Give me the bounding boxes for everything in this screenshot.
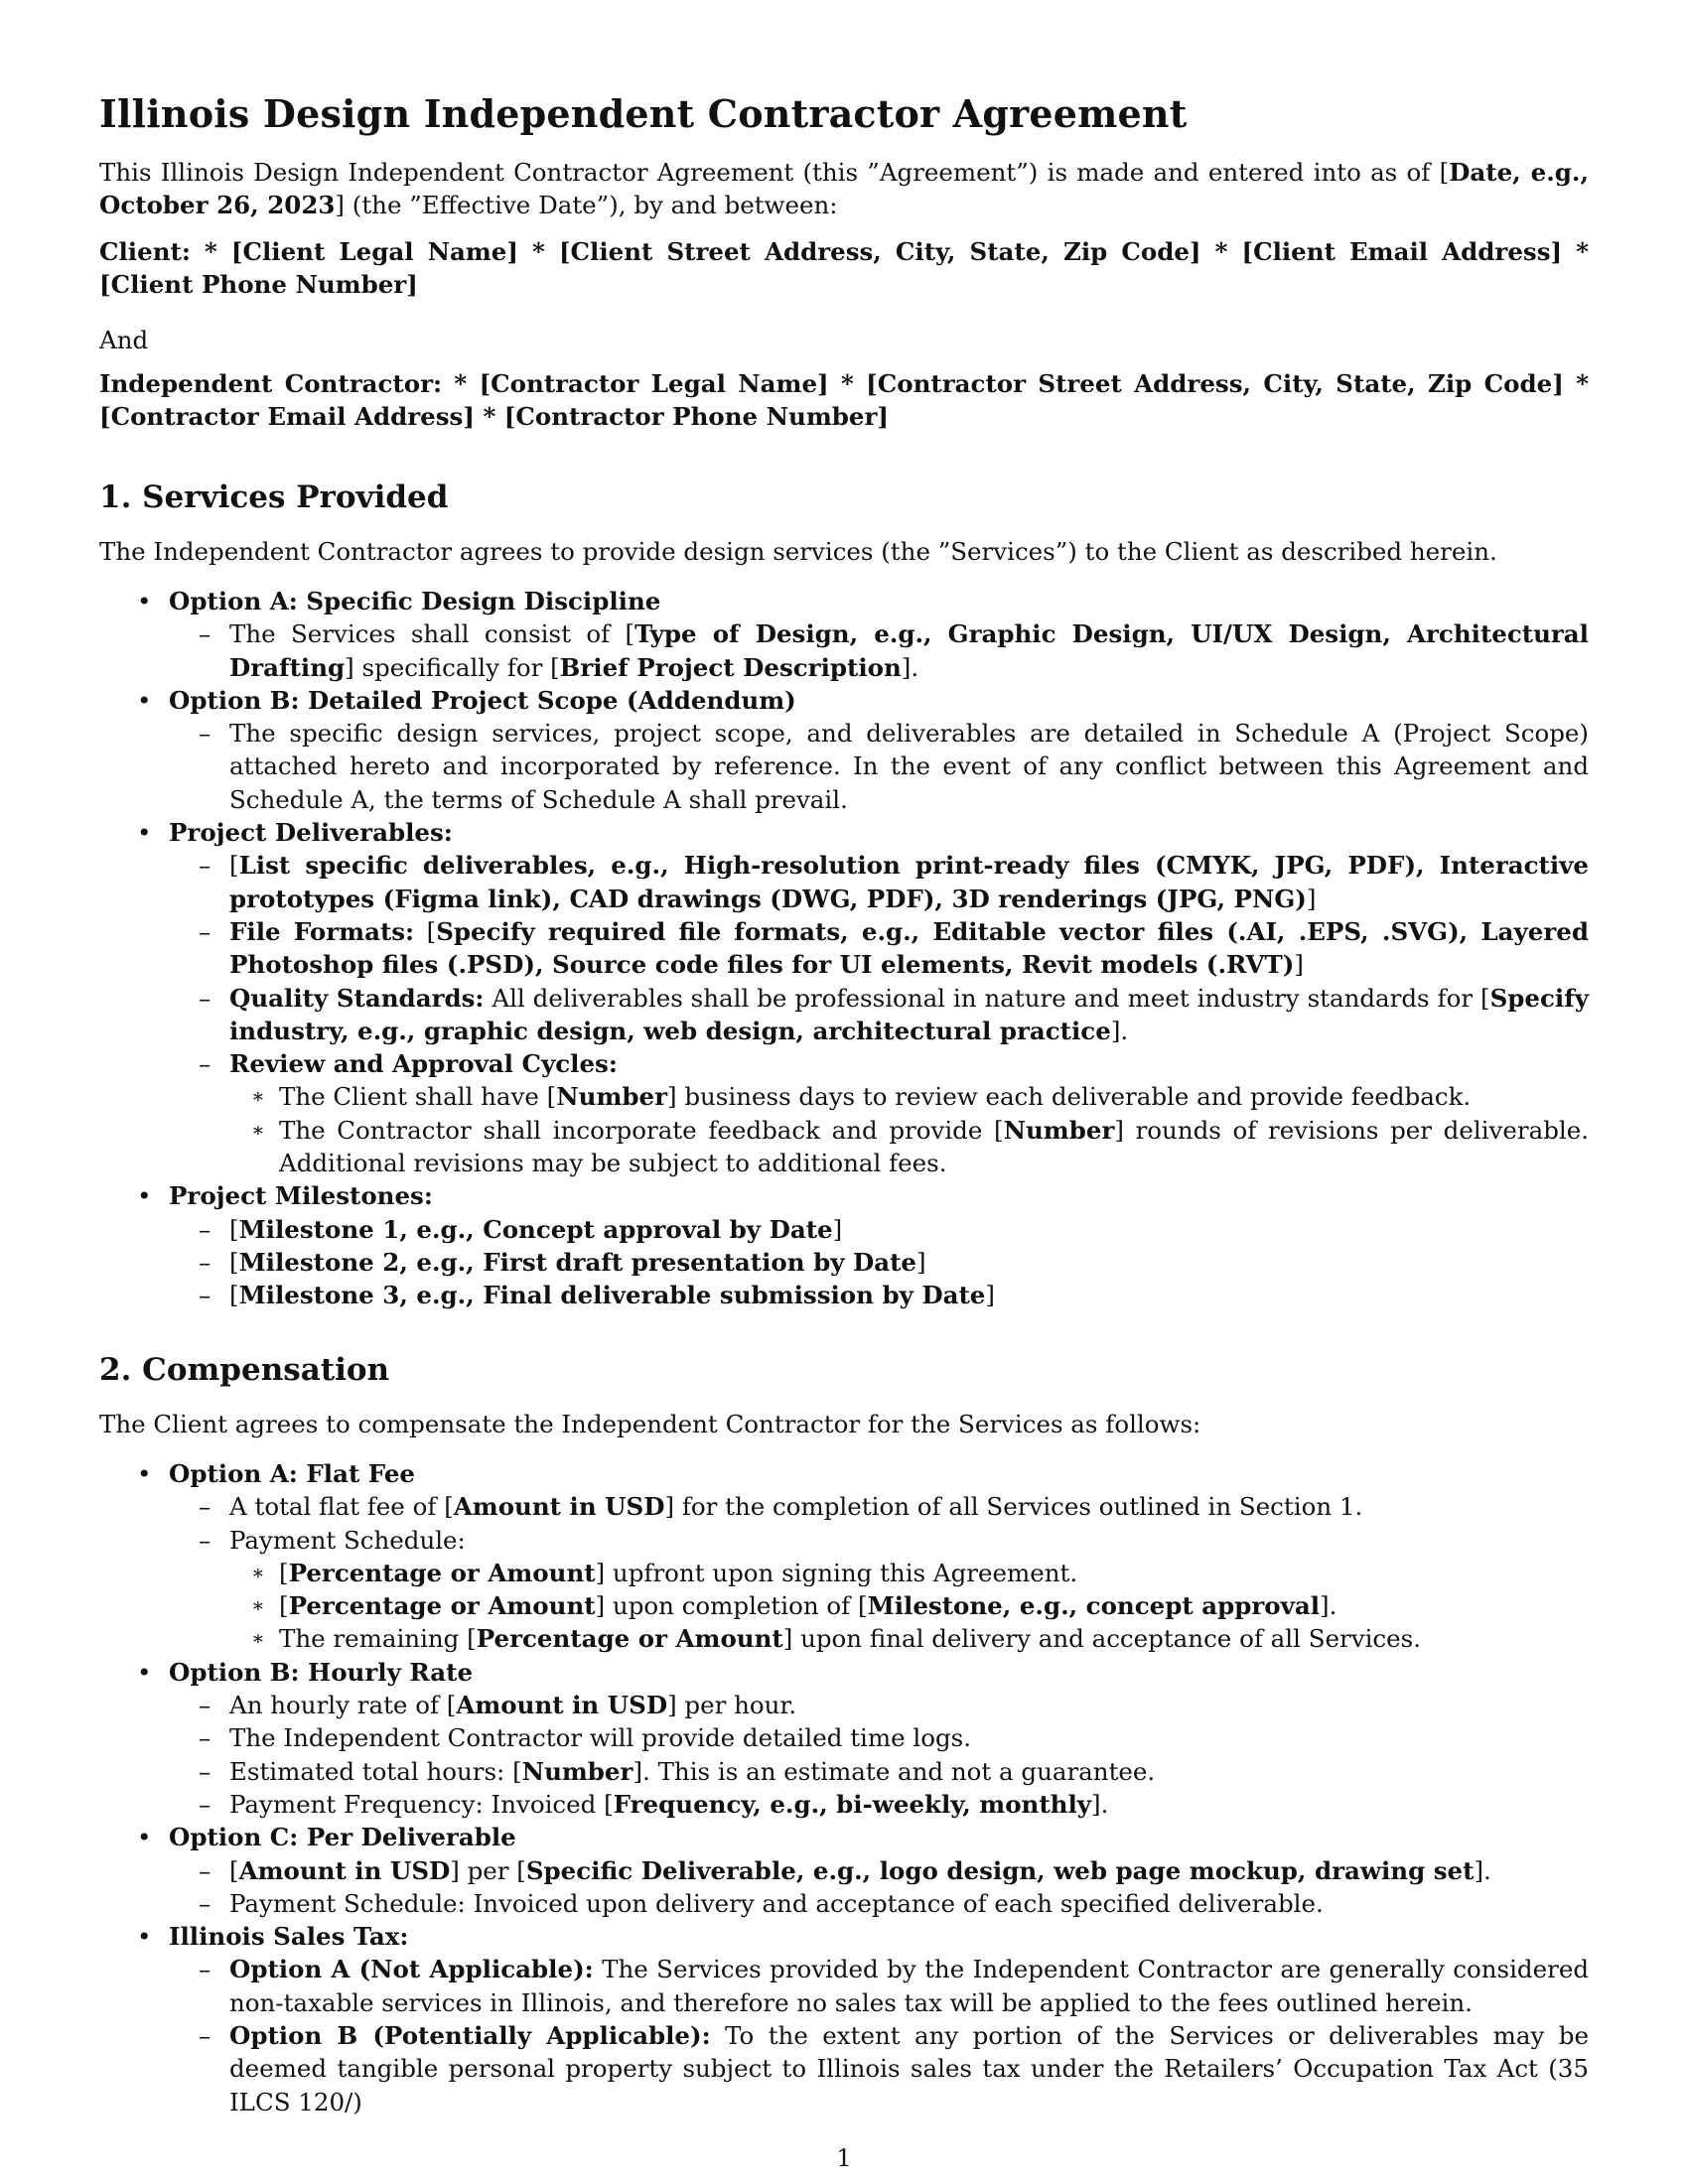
list-item: ∗ [Percentage or Amount] upfront upon signing this Agreement. — [99, 1557, 1589, 1589]
list-item: • Option C: Per Deliverable — [99, 1821, 1589, 1853]
intro-text-end: ] (the ”Effective Date”), by and between: — [335, 191, 838, 219]
effective-date-placeholder: Date, e.g., October 26, 2023 — [99, 158, 1589, 219]
dash-marker: – — [199, 1888, 211, 1918]
services-list — [99, 585, 1589, 1312]
dash-marker: – — [199, 1855, 211, 1885]
dash-marker: – — [199, 619, 211, 649]
list-item: • Option B: Hourly Rate — [99, 1656, 1589, 1689]
intro-text: This Illinois Design Independent Contractor Agreement (this ”Agreement”) is made and entered into as of [ — [99, 158, 1450, 187]
list-item: – Option B (Potentially Applicable): To the extent any portion of the Services or deliverables may be deemed tangible personal property subject to Illinois sales tax under the Retailers’ Occupation Tax Act (35 ILCS 120/) — [199, 2021, 1589, 2116]
list-item: • Illinois Sales Tax: — [99, 1920, 1589, 1953]
list-item: – [Amount in USD] per [Specific Deliverable, e.g., logo design, web page mockup, drawing set]. — [99, 1854, 1589, 1887]
list-item: – A total flat fee of [Amount in USD] for the completion of all Services outlined in Section 1. — [99, 1490, 1589, 1523]
list-item: – Review and Approval Cycles: — [99, 1047, 1589, 1080]
bullet-marker: • — [137, 1459, 152, 1488]
list-item: – Payment Frequency: Invoiced [Frequency, e.g., bi-weekly, monthly]. — [99, 1788, 1589, 1821]
asterisk-marker: ∗ — [251, 1593, 265, 1618]
bullet-marker: • — [137, 818, 152, 848]
list-item: • Option A: Specific Design Discipline — [99, 585, 1589, 617]
dash-marker: – — [199, 2021, 211, 2051]
bullet-marker: • — [137, 1922, 152, 1952]
compensation-list — [99, 1457, 1589, 2118]
dash-marker: – — [199, 719, 211, 749]
list-item: – Quality Standards: All deliverables shall be professional in nature and meet industry standards for [Specify industry, e.g., graphic design, web design, architectural practice]. — [199, 983, 1589, 1045]
dash-marker: – — [199, 1049, 211, 1079]
list-item: – [Milestone 3, e.g., Final deliverable submission by Date] — [99, 1279, 1589, 1311]
list-item: – [List specific deliverables, e.g., High-resolution print-ready files (CMYK, JPG, PDF), Interactive prototypes (Figma link), CAD drawings (DWG, PDF), 3D renderings (JPG, PNG)] — [199, 851, 1589, 913]
dash-marker: – — [199, 1492, 211, 1522]
list-item: ∗ The Contractor shall incorporate feedback and provide [Number] rounds of revisions per deliverable. Additional revisions may be subject to additional fees. — [251, 1115, 1590, 1178]
bullet-marker: • — [137, 1657, 152, 1687]
list-item: – Payment Schedule: Invoiced upon delivery and acceptance of each specified deliverable. — [99, 1887, 1589, 1920]
list-item: – File Formats: [Specify required file formats, e.g., Editable vector files (.AI, .EPS, .SVG), Layered Photoshop files (.PSD), Source code files for UI elements, Revit models (.RVT)] — [199, 916, 1589, 980]
section-1-heading: 1. Services Provided — [99, 479, 449, 515]
list-item: • Project Deliverables: — [99, 816, 1589, 849]
list-item: – Estimated total hours: [Number]. This is an estimate and not a guarantee. — [99, 1755, 1589, 1788]
and-text: And — [99, 326, 149, 354]
document-title: Illinois Design Independent Contractor Agreement — [99, 91, 1188, 136]
asterisk-marker: ∗ — [251, 1560, 265, 1584]
asterisk-marker: ∗ — [251, 1117, 265, 1142]
list-item: – [Milestone 2, e.g., First draft presentation by Date] — [99, 1246, 1589, 1279]
dash-marker: – — [199, 916, 211, 946]
list-item: – Payment Schedule: — [99, 1524, 1589, 1557]
section-1-intro: The Independent Contractor agrees to provide design services (the ”Services”) to the Client as described herein. — [99, 537, 1497, 566]
client-details: * [Client Legal Name] * [Client Street Address, City, State, Zip Code] * [Client Email Address] * [Client Phone Number] — [99, 237, 1590, 299]
list-item: ∗ The Client shall have [Number] business days to review each deliverable and provide feedback. — [99, 1080, 1589, 1113]
bullet-marker: • — [137, 587, 152, 615]
client-label: Client: — [99, 237, 191, 266]
dash-marker: – — [199, 1281, 211, 1310]
list-item: – [Milestone 1, e.g., Concept approval by Date] — [99, 1213, 1589, 1246]
bullet-marker: • — [137, 685, 152, 715]
dash-marker: – — [199, 1723, 211, 1753]
dash-marker: – — [199, 1525, 211, 1555]
list-item: – An hourly rate of [Amount in USD] per hour. — [99, 1689, 1589, 1721]
section-2-heading: 2. Compensation — [99, 1352, 390, 1388]
list-item: • Project Milestones: — [99, 1179, 1589, 1212]
list-item: – The Services shall consist of [Type of Design, e.g., Graphic Design, UI/UX Design, Architectural Drafting] specifically for [Brief Project Description]. — [199, 619, 1589, 682]
dash-marker: – — [199, 983, 211, 1013]
list-item: ∗ [Percentage or Amount] upon completion of [Milestone, e.g., concept approval]. — [99, 1589, 1589, 1622]
dash-marker: – — [199, 1756, 211, 1786]
dash-marker: – — [199, 1214, 211, 1244]
section-2-intro: The Client agrees to compensate the Independent Contractor for the Services as follows: — [99, 1410, 1201, 1438]
asterisk-marker: ∗ — [251, 1626, 265, 1651]
list-item: – The Independent Contractor will provide detailed time logs. — [99, 1721, 1589, 1754]
dash-marker: – — [199, 1789, 211, 1819]
page-number: 1 — [836, 2144, 852, 2172]
list-item: – The specific design services, project scope, and deliverables are detailed in Schedule A (Project Scope) attached hereto and incorporated by reference. In the event of any conflict between this Agreement and Schedule A, the terms of Schedule A shall prevail. — [199, 719, 1589, 814]
list-item: • Option A: Flat Fee — [99, 1457, 1589, 1490]
contractor-details: * [Contractor Legal Name] * [Contractor Street Address, City, State, Zip Code] * [Contractor Email Address] * [Contractor Phone Number] — [99, 369, 1590, 431]
contractor-block — [99, 367, 1589, 433]
dash-marker: – — [199, 1691, 211, 1720]
intro-paragraph — [99, 156, 1589, 221]
contractor-label: Independent Contractor: — [99, 369, 443, 398]
dash-marker: – — [199, 1247, 211, 1277]
bullet-marker: • — [137, 1823, 152, 1852]
list-item: • Option B: Detailed Project Scope (Addendum) — [99, 684, 1589, 717]
asterisk-marker: ∗ — [251, 1084, 265, 1109]
dash-marker: – — [199, 1955, 211, 1984]
bullet-marker: • — [137, 1181, 152, 1211]
client-block — [99, 235, 1589, 301]
list-item: – Option A (Not Applicable): The Services provided by the Independent Contractor are generally considered non-taxable services in Illinois, and therefore no sales tax will be applied to the fees outlined herein. — [199, 1955, 1589, 2017]
dash-marker: – — [199, 851, 211, 881]
list-item: ∗ The remaining [Percentage or Amount] upon final delivery and acceptance of all Services. — [99, 1622, 1589, 1655]
